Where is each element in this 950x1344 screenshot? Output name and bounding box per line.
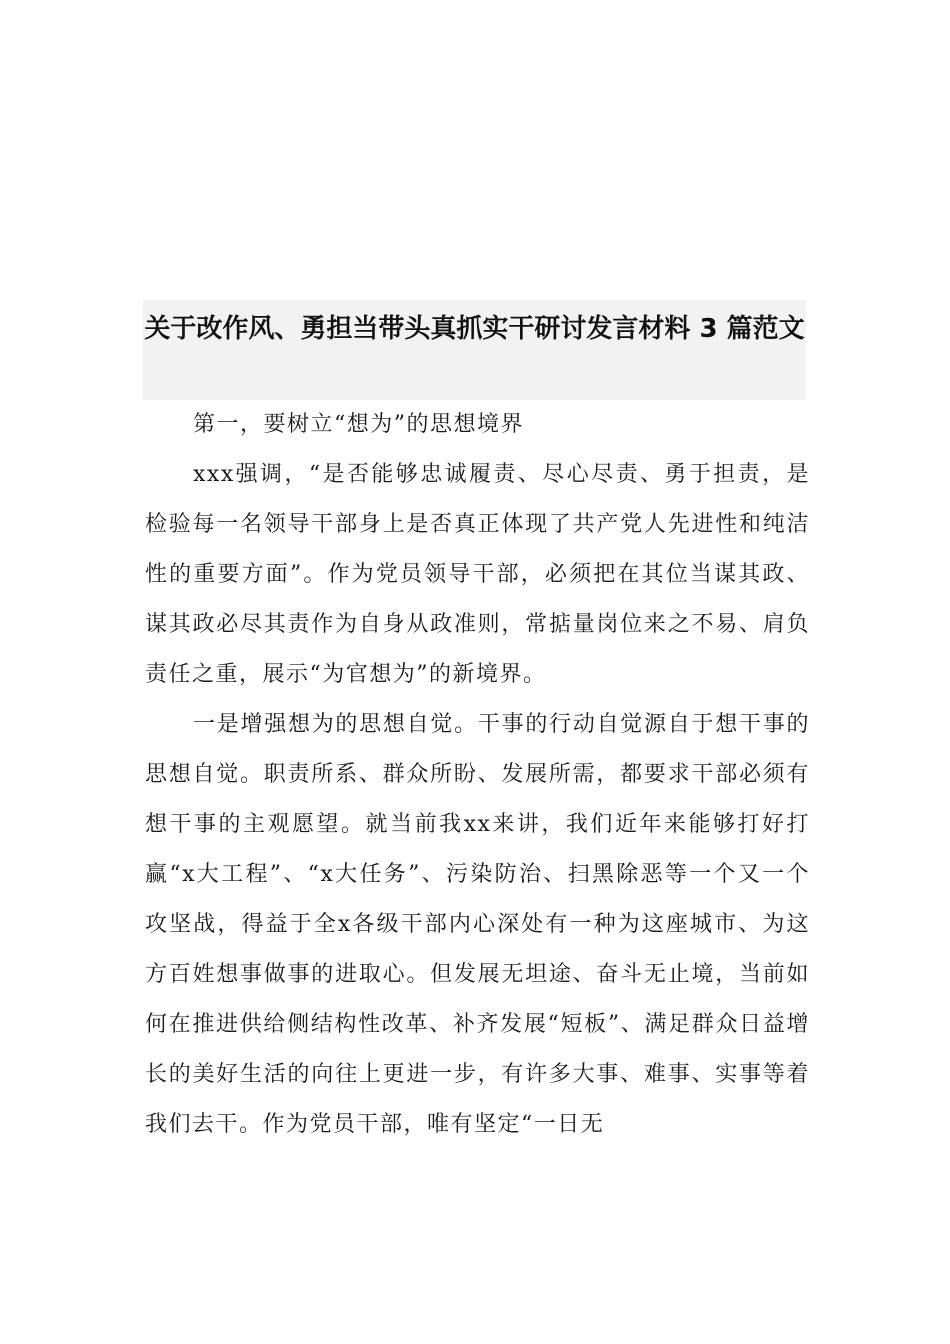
document-body xyxy=(145,400,810,1150)
paragraph: xxx强调，“是否能够忠诚履责、尽心尽责、勇于担责，是检验每一名领导干部身上是否真正体现了共产党人先进性和纯洁性的重要方面”。作为党员领导干部，必须把在其位当谋其政、谋其政必尽其责作为自身从政准则，常掂量岗位来之不易、肩负责任之重，展示“为官想为”的新境界。 xyxy=(145,462,810,687)
document-title: 关于改作风、勇担当带头真抓实干研讨发言材料 3 篇范文 xyxy=(143,300,806,400)
paragraph: 一是增强想为的思想自觉。干事的行动自觉源自于想干事的思想自觉。职责所系、群众所盼、发展所需，都要求干部必须有想干事的主观愿望。就当前我xx来讲，我们近年来能够打好打赢“x大工程”、“x大任务”、污染防治、扫黑除恶等一个又一个攻坚战，得益于全x各级干部内心深处有一种为这座城市、为这方百姓想事做事的进取心。但发展无坦途、奋斗无止境，当前如何在推进供给侧结构性改革、补齐发展“短板”、满足群众日益增长的美好生活的向往上更进一步，有许多大事、难事、实事等着我们去干。作为党员干部，唯有坚定“一日无 xyxy=(145,712,810,1137)
paragraph-heading: 第一，要树立“想为”的思想境界 xyxy=(193,412,524,437)
